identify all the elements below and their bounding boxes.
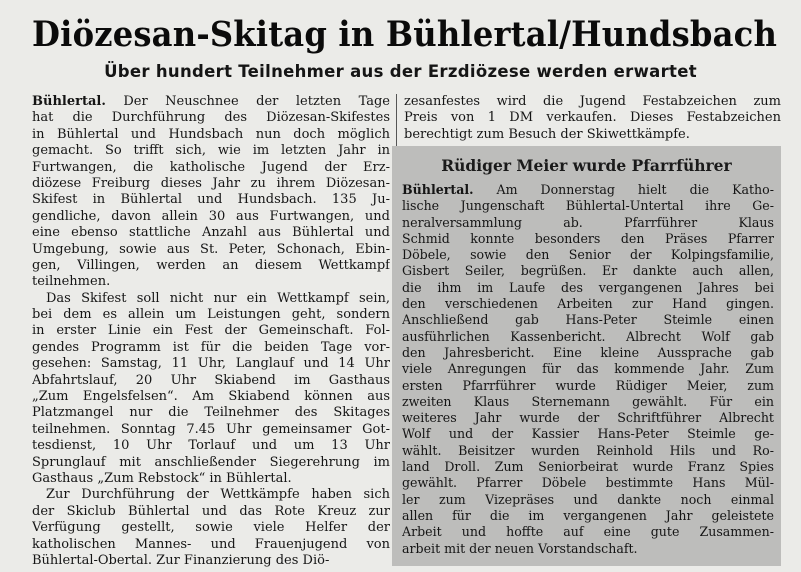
line-text: neralversammlung ab. Pfarrführer Klaus [402,214,774,230]
text-line [32,520,390,536]
line-text: gendes Programm ist für die beiden Tage vor- [32,339,390,355]
line-text: teilnehmen. Sonntag 7.45 Uhr gemeinsamer Got- [32,421,390,437]
line-text: Der Neuschnee der letzten Tage [105,94,390,109]
line-text: katholischen Mannes- und Frauenjugend von [32,536,390,552]
line-text: Furtwangen, die katholische Jugend der Erz- [32,159,390,175]
text-line [32,323,390,339]
text-line [402,296,774,312]
text-line [32,356,390,372]
text-line [32,225,390,241]
text-line [402,426,774,442]
boxed-article-title: Rüdiger Meier wurde Pfarrführer [441,156,732,175]
article-headline: Diözesan-Skitag in Bühlertal/Hundsbach [32,14,778,55]
text-line [32,110,390,126]
text-line [402,280,774,296]
text-line [32,455,390,471]
line-text: Das Skifest soll nicht nur ein Wettkampf sein, [46,290,390,306]
line-text: hat die Durchführung des Diözesan-Skifestes [32,110,390,126]
line-text: Platzmangel nur die Teilnehmer des Skitages [32,405,390,421]
text-line [32,94,390,110]
line-text: bei dem es allein um Leistungen geht, sondern [32,307,390,323]
line-text: Gisbert Seiler, begrüßen. Er dankte auch allen, [402,263,774,279]
line-text: Skifest in Bühlertal und Hundsbach. 135 Ju- [32,192,390,208]
text-line [32,143,390,159]
text-line [402,312,774,328]
line-text: weiteres Jahr wurde der Schriftführer Albrecht [402,410,774,426]
text-line [32,192,390,208]
line-text: gen, Villingen, werden an diesem Wettkampf [32,257,390,273]
text-line [402,378,774,394]
text-line [32,258,390,274]
text-line [402,263,774,279]
text-line [32,553,390,569]
line-text: den verschiedenen Arbeiten zur Hand gingen. [402,296,774,312]
line-text: Anschließend gab Hans-Peter Steimle einen [402,312,774,328]
line-text: Verfügung gestellt, sowie viele Helfer der [32,520,390,536]
text-line [32,242,390,258]
text-line [32,389,390,405]
line-text: berechtigt zum Besuch der Skiwettkämpfe. [404,126,690,142]
line-text: gewählt. Pfarrer Döbele bestimmte Hans Mül- [402,475,774,491]
text-line [402,459,774,475]
text-line [404,94,781,110]
text-line [32,487,390,503]
text-line [402,215,774,231]
text-line [402,541,774,557]
text-line [402,475,774,491]
text-line [32,307,390,323]
article-right-column [404,94,781,143]
text-line [32,340,390,356]
text-line [402,508,774,524]
text-line [32,291,390,307]
line-text: der Skiclub Bühlertal und das Rote Kreuz zur [32,503,390,519]
line-text: den Jahresbericht. Eine kleine Aussprache gab [402,344,774,360]
line-text: viele Anregungen für das kommende Jahr. Zum [402,361,774,377]
line-text: ausführlichen Kassenbericht. Albrecht Wolf gab [402,328,774,344]
text-line [402,394,774,410]
line-text: land Droll. Zum Seniorbeirat wurde Franz Spies [402,459,774,475]
text-line [32,127,390,143]
text-line [402,329,774,345]
text-line [32,405,390,421]
line-text: zesanfestes wird die Jugend Festabzeichen zum [404,94,781,109]
dateline: Bühlertal. [402,182,474,197]
text-line [402,198,774,214]
line-text: gendliche, davon allein 30 aus Furtwangen, und [32,208,390,224]
text-line [402,247,774,263]
line-text: lische Jungenschaft Bühlertal-Untertal ihre Ge- [402,198,774,214]
line-text: Gasthaus „Zum Rebstock“ in Bühlertal. [32,470,292,486]
text-line [402,361,774,377]
line-text: allen für die im vergangenen Jahr geleistete [402,507,774,523]
line-text: arbeit mit der neuen Vorstandschaft. [402,540,638,556]
line-text: Abfahrtslauf, 20 Uhr Skiabend im Gasthaus [32,372,390,388]
line-text: Umgebung, sowie aus St. Peter, Schonach, Ebin- [32,241,390,257]
line-text: Bühlertal-Obertal. Zur Finanzierung des Diö- [32,552,330,568]
text-line [402,410,774,426]
text-line [32,209,390,225]
line-text: „Zum Engelsfelsen“. Am Skiabend können aus [32,389,390,405]
article-subheadline: Über hundert Teilnehmer aus der Erzdiözese werden erwartet [104,62,697,81]
text-line [402,182,774,198]
boxed-article-body [402,182,774,557]
line-text: Döbele, sowie den Senior der Kolpingsfamilie, [402,247,774,263]
text-line [32,504,390,520]
text-line [32,438,390,454]
line-text: Arbeit und hoffte auf eine gute Zusammen- [402,524,774,540]
line-text: die ihm im Laufe des vergangenen Jahres bei [402,279,774,295]
line-text: ler zum Vizepräses und dankte noch einmal [402,491,774,507]
line-text: Am Donnerstag hielt die Katho- [473,182,774,197]
text-line [402,492,774,508]
line-text: in Bühlertal und Hundsbach nun doch möglich [32,126,390,142]
line-text: Preis von 1 DM verkaufen. Dieses Festabzeichen [404,110,781,126]
line-text: gemacht. So trifft sich, wie im letzten Jahr in [32,143,390,159]
line-text: zweiten Klaus Sternemann gewählt. Für ein [402,393,774,409]
text-line [402,231,774,247]
line-text: gesehen: Samstag, 11 Uhr, Langlauf und 14 Uhr [32,356,390,372]
line-text: diözese Freiburg dieses Jahr zu ihrem Diözesan- [32,175,390,191]
line-text: Schmid konnte besonders den Präses Pfarrer [402,230,774,246]
text-line [32,274,390,290]
text-line [32,160,390,176]
text-line [32,422,390,438]
article-left-column [32,94,390,569]
line-text: tesdienst, 10 Uhr Torlauf und um 13 Uhr [32,438,390,454]
line-text: ersten Pfarrführer wurde Rüdiger Meier, zum [402,377,774,393]
line-text: eine ebenso stattliche Anzahl aus Bühlertal und [32,225,390,241]
text-line [402,524,774,540]
dateline: Bühlertal. [32,94,106,109]
line-text: Zur Durchführung der Wettkämpfe haben sich [46,487,390,503]
text-line [32,176,390,192]
text-line [404,127,781,143]
text-line [32,537,390,553]
line-text: teilnehmen. [32,274,111,290]
text-line [32,373,390,389]
line-text: Wolf und der Kassier Hans-Peter Steimle ge- [402,426,774,442]
line-text: Sprunglauf mit anschließender Siegerehrung im [32,454,390,470]
text-line [32,471,390,487]
text-line [402,443,774,459]
text-line [402,345,774,361]
line-text: in erster Linie ein Fest der Gemeinschaft. Fol- [32,323,390,339]
text-line [404,110,781,126]
line-text: wählt. Beisitzer wurden Reinhold Hils und Ro- [402,442,774,458]
